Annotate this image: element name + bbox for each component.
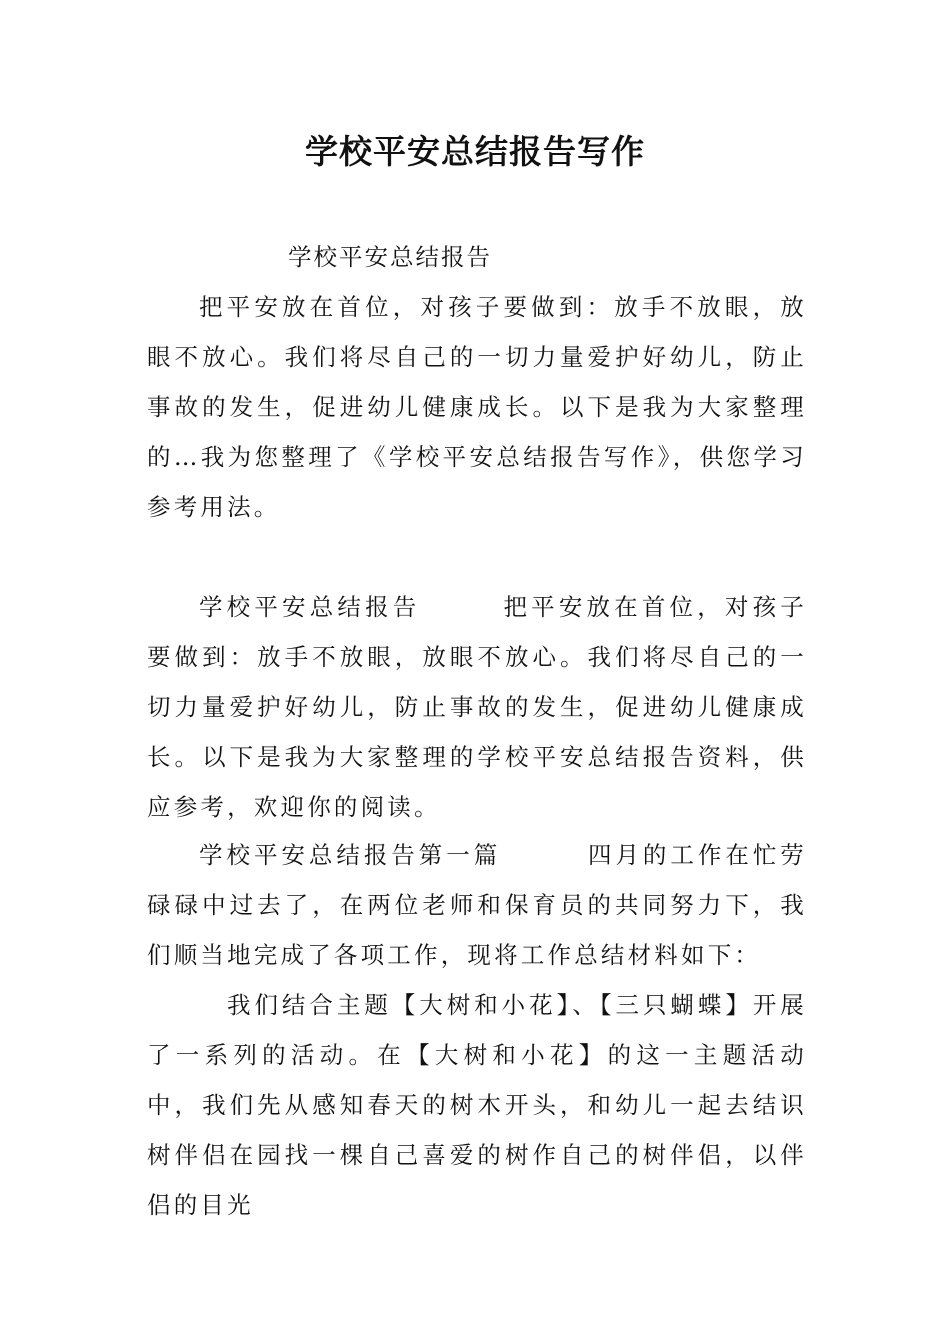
summary-body: 把平安放在首位，对孩子要做到：放手不放眼，放眼不放心。我们将尽自己的一切力量爱护好幼儿，防止事故的发生，促进幼儿健康成长。以下是我为大家整理的学校平安总结报告资料，供应参考，欢迎你的阅读。 bbox=[147, 593, 807, 821]
activity-paragraph: 我们结合主题【大树和小花】、【三只蝴蝶】开展了一系列的活动。在【大树和小花】的这一主题活动中，我们先从感知春天的树木开头，和幼儿一起去结识树伴侣在园找一棵自己喜爱的树作自己的树伴侣，以伴侣的目光 bbox=[147, 991, 807, 1219]
first-report-heading: 学校平安总结报告第一篇 bbox=[199, 841, 502, 869]
first-report-body: 四月的工作在忙劳碌碌中过去了，在两位老师和保育员的共同努力下，我们顺当地完成了各项工作，现将工作总结材料如下： bbox=[147, 841, 807, 969]
document-subheading: 学校平安总结报告 bbox=[288, 243, 492, 271]
document-title: 学校平安总结报告写作 bbox=[305, 132, 645, 171]
summary-paragraph bbox=[147, 582, 807, 832]
summary-heading: 学校平安总结报告 bbox=[199, 593, 421, 621]
intro-paragraph: 把平安放在首位，对孩子要做到：放手不放眼，放眼不放心。我们将尽自己的一切力量爱护好幼儿，防止事故的发生，促进幼儿健康成长。以下是我为大家整理的…我为您整理了《学校平安总结报告写作》，供您学习参考用法。 bbox=[147, 293, 807, 521]
first-report-paragraph bbox=[147, 830, 807, 980]
